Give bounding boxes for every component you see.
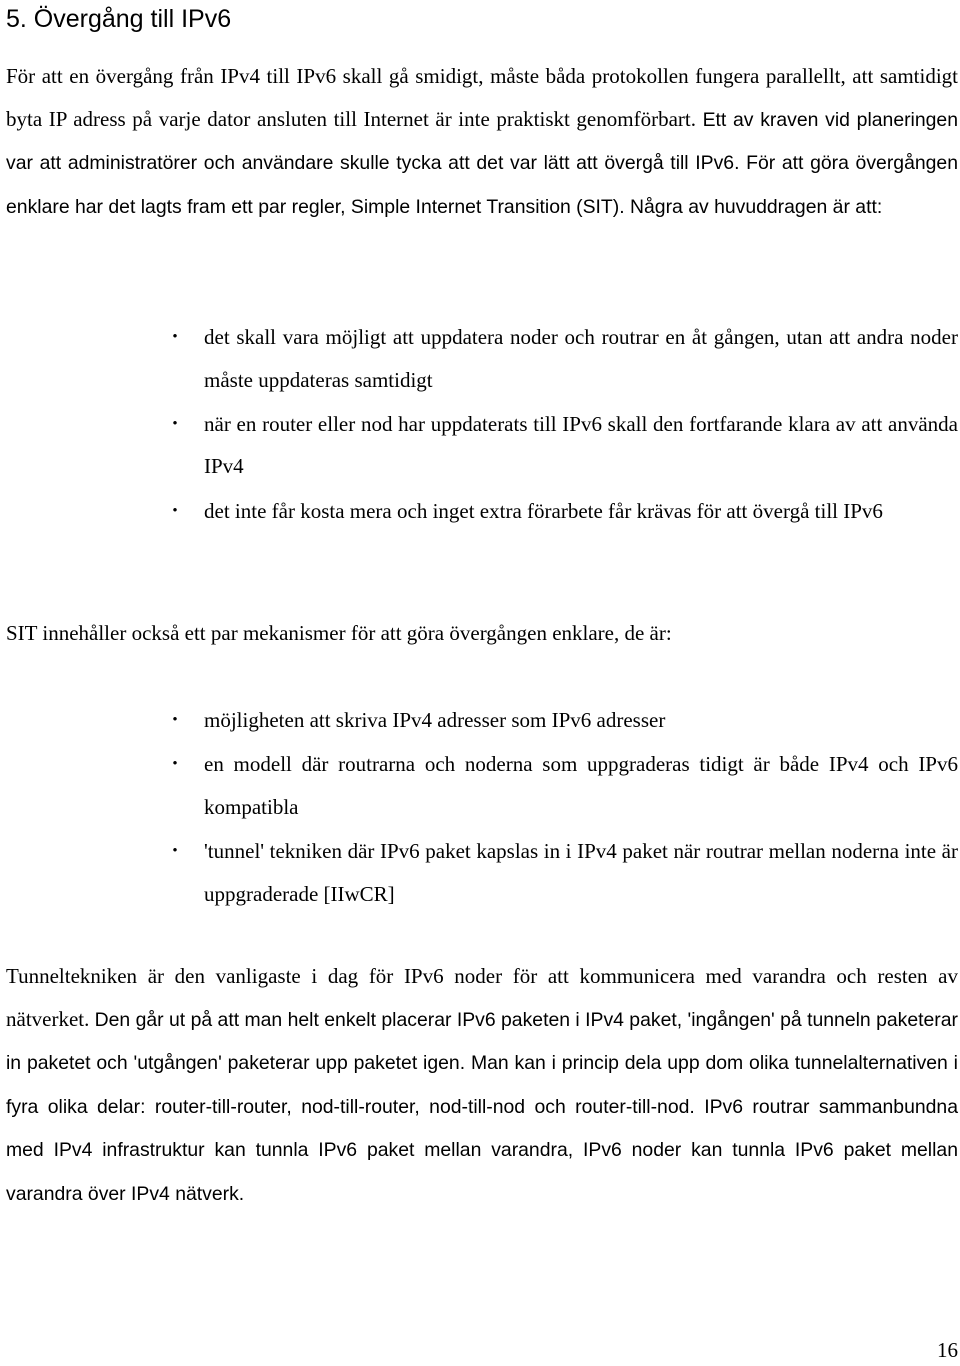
intro-text-part1: För att en övergång från IPv4 till IPv6 skall gå smidigt, måste båda protokollen fungera parallellt, att samtidigt byta IP adress på varje dator ansluten till Internet är inte praktiskt genomförbart. — [6, 64, 958, 131]
list-item-text: en modell där routrarna och noderna som uppgraderas tidigt är både IPv4 och IPv6 kompatibla — [204, 752, 958, 819]
list-item — [0, 490, 958, 533]
list-item-text: det skall vara möjligt att uppdatera noder och routrar en åt gången, utan att andra noder måste uppdateras samtidigt — [204, 325, 958, 392]
bullet-icon: • — [172, 502, 178, 519]
bullet-icon: • — [172, 329, 178, 345]
list-item — [0, 830, 958, 915]
list-item — [0, 316, 958, 401]
bullet-icon: • — [172, 842, 178, 859]
intro-paragraph — [6, 55, 958, 228]
section-heading: 5. Övergång till IPv6 — [6, 5, 232, 33]
mechanisms-list — [0, 699, 958, 917]
list-item — [0, 743, 958, 828]
list-item — [0, 403, 958, 488]
sit-points-list — [0, 316, 958, 534]
tunnel-paragraph — [6, 955, 958, 1216]
bullet-icon: • — [172, 756, 178, 773]
intro-text-part2: Ett av kraven vid planeringen var att administratörer och användare skulle tycka att det var lätt att övergå till IPv6. För att göra övergången enklare har det lagts fram ett par regler, Simple Internet Transition (SIT). Några av huvuddragen är att: — [6, 108, 959, 218]
mechanisms-intro-paragraph: SIT innehåller också ett par mekanismer för att göra övergången enklare, de är: — [6, 621, 672, 645]
tunnel-text-part2: Den går ut på att man helt enkelt placerar IPv6 paketen i IPv4 paket, 'ingången' på tunneln paketerar in paketet och 'utgången' paketerar upp paketet igen. Man kan i princip dela upp dom olika tunnelalternativen i fyra olika delar: router-till-router, nod-till-router, nod-till-nod och router-till-nod. IPv6 routrar sammanbundna med IPv4 infrastruktur kan tunnla IPv6 paket mellan varandra, IPv6 noder kan tunnla IPv6 paket mellan varandra över IPv4 nätverk. — [6, 1008, 958, 1205]
list-item-text: det inte får kosta mera och inget extra förarbete får krävas för att övergå till IPv6 — [204, 498, 883, 523]
bullet-icon: • — [172, 415, 178, 432]
list-item-text: 'tunnel' tekniken där IPv6 paket kapslas in i IPv4 paket när routrar mellan noderna inte är uppgraderade [IIwCR] — [204, 838, 958, 906]
list-item-text: möjligheten att skriva IPv4 adresser som IPv6 adresser — [204, 708, 666, 732]
bullet-icon: • — [172, 712, 178, 728]
list-item-text: när en router eller nod har uppdaterats till IPv6 skall den fortfarande klara av att använda IPv4 — [204, 411, 958, 479]
page-number: 16 — [937, 1338, 958, 1362]
list-item — [0, 699, 958, 742]
tunnel-text-part1: Tunneltekniken är den vanligaste i dag för IPv6 noder för att kommunicera med varandra och resten av nätverket. — [6, 964, 958, 1031]
